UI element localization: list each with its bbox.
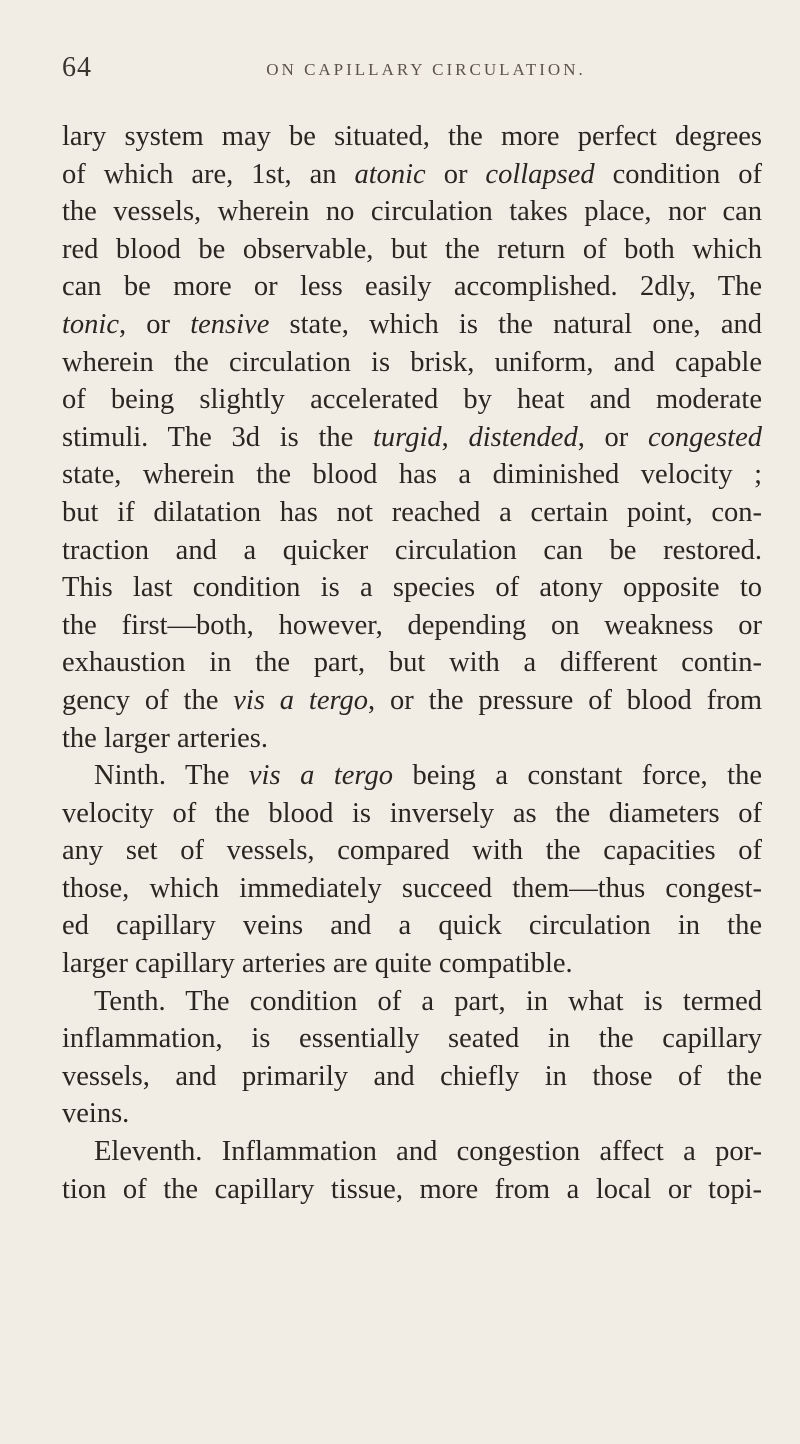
text-line: Tenth. The condition of a part, in what is termed xyxy=(94,985,762,1017)
text-line: Ninth. The vis a tergo being a constant force, the xyxy=(94,760,762,792)
text-line: tonic, or tensive state, which is the natural one, and xyxy=(62,308,762,340)
text-line: stimuli. The 3d is the turgid, distended, or congested xyxy=(62,421,762,453)
text-line: tion of the capillary tissue, more from a local or topi- xyxy=(62,1173,762,1205)
text-line: gency of the vis a tergo, or the pressure of blood from xyxy=(62,684,763,716)
text-line: but if dilatation has not reached a certain point, con- xyxy=(62,496,762,528)
text-line: veins. xyxy=(62,1098,130,1130)
running-head xyxy=(62,52,750,92)
text-line: state, wherein the blood has a diminished velocity ; xyxy=(62,459,762,491)
text-line: vessels, and primarily and chiefly in those of the xyxy=(62,1060,762,1092)
text-line: velocity of the blood is inversely as the diameters of xyxy=(62,797,762,829)
text-line: of which are, 1st, an atonic or collapsed condition of xyxy=(62,158,762,190)
text-line: any set of vessels, compared with the capacities of xyxy=(62,835,762,867)
text-line: exhaustion in the part, but with a different contin- xyxy=(62,647,762,679)
text-line: those, which immediately succeed them—thus congest- xyxy=(62,872,762,904)
text-line: the larger arteries. xyxy=(62,722,268,754)
text-line: This last condition is a species of atony opposite to xyxy=(62,572,762,604)
text-line: the first—both, however, depending on weakness or xyxy=(62,609,762,641)
text-line: ed capillary veins and a quick circulation in the xyxy=(62,910,762,942)
text-line: lary system may be situated, the more perfect degrees xyxy=(62,121,762,152)
text-line: can be more or less easily accomplished. 2dly, The xyxy=(62,271,762,303)
body-text xyxy=(62,118,762,1208)
text-line: of being slightly accelerated by heat and moderate xyxy=(62,384,762,416)
text-line: larger capillary arteries are quite compatible. xyxy=(62,948,573,980)
text-line: traction and a quicker circulation can be restored. xyxy=(62,534,762,566)
text-line: inflammation, is essentially seated in the capillary xyxy=(62,1023,762,1055)
text-line: Eleventh. Inflammation and congestion affect a por- xyxy=(94,1136,762,1168)
page-number: 64 xyxy=(62,52,92,83)
running-title: ON CAPILLARY CIRCULATION. xyxy=(266,60,586,79)
text-line: wherein the circulation is brisk, uniform, and capable xyxy=(62,346,762,378)
text-line: red blood be observable, but the return of both which xyxy=(62,233,762,265)
text-line: the vessels, wherein no circulation takes place, nor can xyxy=(62,196,762,228)
